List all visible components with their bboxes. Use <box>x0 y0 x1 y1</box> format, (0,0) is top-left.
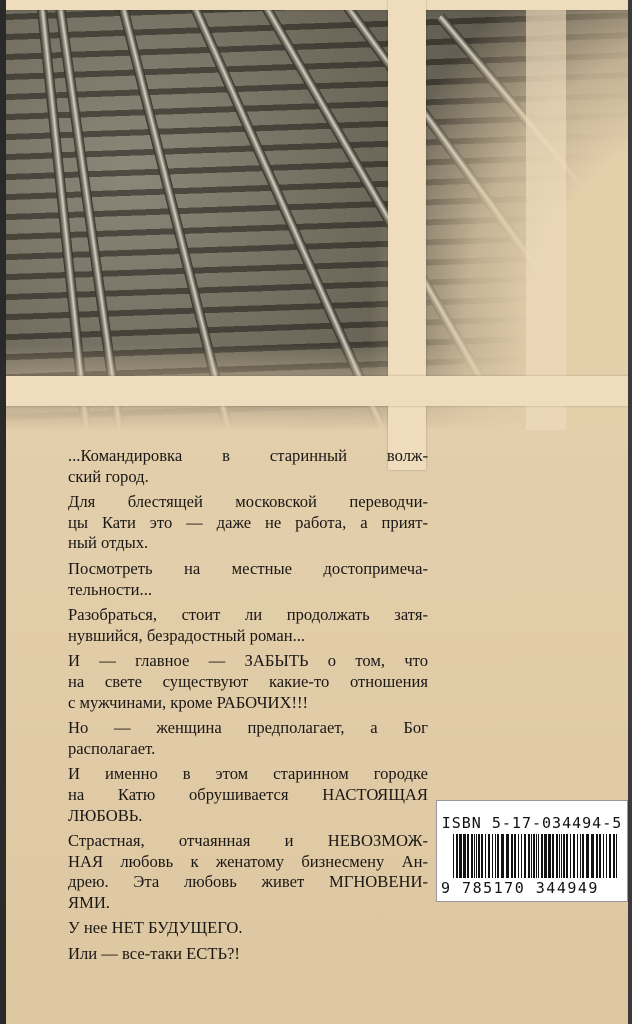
blurb-line: Разобраться, стоит ли продолжать затя- <box>68 605 428 625</box>
blurb-line: Посмотреть на местные достопримеча- <box>68 558 428 578</box>
blurb-line: Или — все-таки ЕСТЬ?! <box>68 944 240 964</box>
blurb-line: дрею. Эта любовь живет МГНОВЕНИ- <box>68 872 428 892</box>
blurb-text <box>68 446 428 965</box>
blurb-line: тельности... <box>68 579 152 599</box>
blurb-line: ский город. <box>68 466 149 486</box>
blurb-line: Но — женщина предполагает, а Бог <box>68 718 428 738</box>
blurb-line: ный отдых. <box>68 533 149 553</box>
barcode-bars <box>451 834 619 878</box>
blurb-line: У нее НЕТ БУДУЩЕГО. <box>68 918 243 938</box>
blurb-line: на Катю обрушивается НАСТОЯЩАЯ <box>68 784 428 804</box>
blurb-line: с мужчинами, кроме РАБОЧИХ!!! <box>68 692 309 712</box>
frame-bar-horizontal <box>6 376 632 406</box>
blurb-line: ЛЮБОВЬ. <box>68 805 143 825</box>
blurb-line: И — главное — ЗАБЫТЬ о том, что <box>68 651 428 671</box>
isbn-number: ISBN 5-17-034494-5 <box>441 814 623 832</box>
blurb-line: ...Командировка в старинный волж- <box>68 446 428 465</box>
blurb-line: на свете существуют какие-то отношения <box>68 671 428 691</box>
blurb-line: ЯМИ. <box>68 892 110 912</box>
isbn-barcode <box>436 800 628 902</box>
blurb-line: Для блестящей московской переводчи- <box>68 492 428 512</box>
blurb-line: цы Кати это — даже не работа, а прият- <box>68 512 428 532</box>
blurb-line: НАЯ любовь к женатому бизнесмену Ан- <box>68 851 428 871</box>
ean-number: 9 785170 344949 <box>441 879 599 897</box>
frame-bar-right <box>526 0 566 430</box>
blurb-line: И именно в этом старинном городке <box>68 764 428 784</box>
blurb-line: нувшийся, безрадостный роман... <box>68 625 306 645</box>
blurb-line: Страстная, отчаянная и НЕВОЗМОЖ- <box>68 831 428 851</box>
blurb-line: располагает. <box>68 738 156 758</box>
